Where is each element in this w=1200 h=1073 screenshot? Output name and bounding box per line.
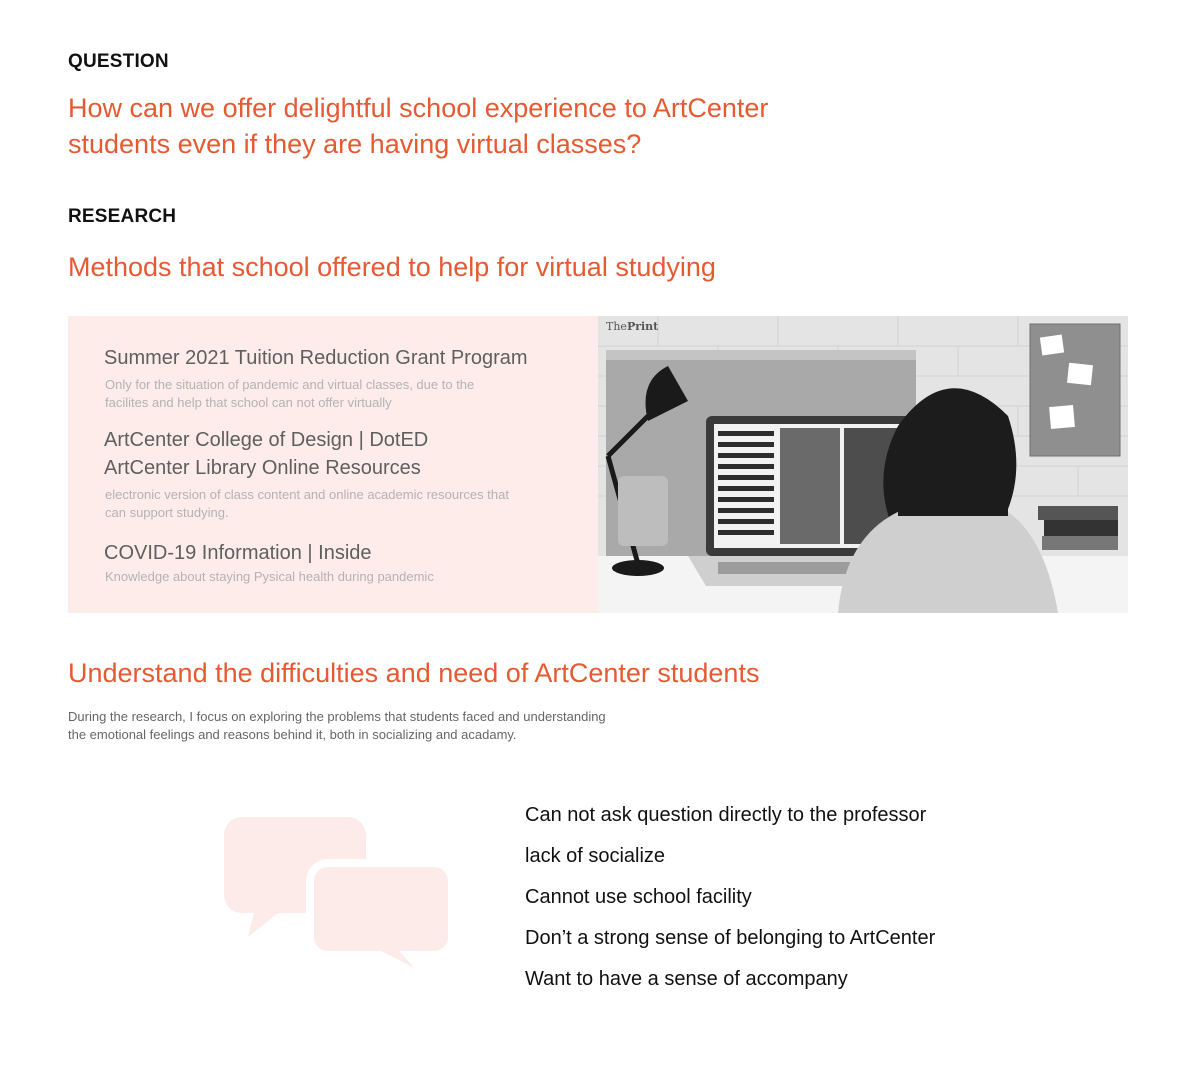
question-headline-line2: students even if they are having virtual classes? bbox=[68, 129, 642, 159]
chat-bubbles-icon bbox=[224, 815, 456, 983]
question-headline-line1: How can we offer delightful school experience to ArtCenter bbox=[68, 93, 769, 123]
list-item: Want to have a sense of accompany bbox=[525, 968, 848, 990]
needs-list bbox=[525, 802, 935, 1007]
understand-headline: Understand the difficulties and need of ArtCenter students bbox=[68, 658, 760, 688]
resource-title: Summer 2021 Tuition Reduction Grant Program bbox=[104, 347, 528, 369]
understand-description: During the research, I focus on exploring the problems that students faced and understanding the emotional feelings and reasons behind it, both in socializing and acadamy. bbox=[68, 709, 606, 742]
resource-desc: Knowledge about staying Pysical health during pandemic bbox=[105, 569, 434, 584]
list-item: Don’t a strong sense of belonging to ArtCenter bbox=[525, 927, 936, 949]
list-item: Can not ask question directly to the professor bbox=[525, 804, 927, 826]
illustration-svg bbox=[598, 316, 1128, 613]
research-panel bbox=[68, 316, 1128, 613]
list-item: Cannot use school facility bbox=[525, 886, 752, 908]
photo-credit: ThePrint bbox=[606, 320, 659, 333]
resources-list bbox=[68, 316, 598, 613]
list-item: lack of socialize bbox=[525, 845, 666, 867]
student-at-laptop-illustration bbox=[598, 316, 1128, 613]
research-label: RESEARCH bbox=[68, 206, 177, 227]
resource-desc: Only for the situation of pandemic and virtual classes, due to the facilites and help that school can not offer virtually bbox=[105, 377, 475, 410]
resource-desc: electronic version of class content and online academic resources that can support studying. bbox=[105, 487, 509, 520]
research-headline: Methods that school offered to help for virtual studying bbox=[68, 252, 716, 282]
question-label: QUESTION bbox=[68, 51, 169, 72]
question-headline bbox=[68, 90, 768, 162]
resource-title: COVID-19 Information | Inside bbox=[104, 542, 372, 564]
resource-title: ArtCenter College of Design | DotED ArtCenter Library Online Resources bbox=[104, 429, 429, 479]
